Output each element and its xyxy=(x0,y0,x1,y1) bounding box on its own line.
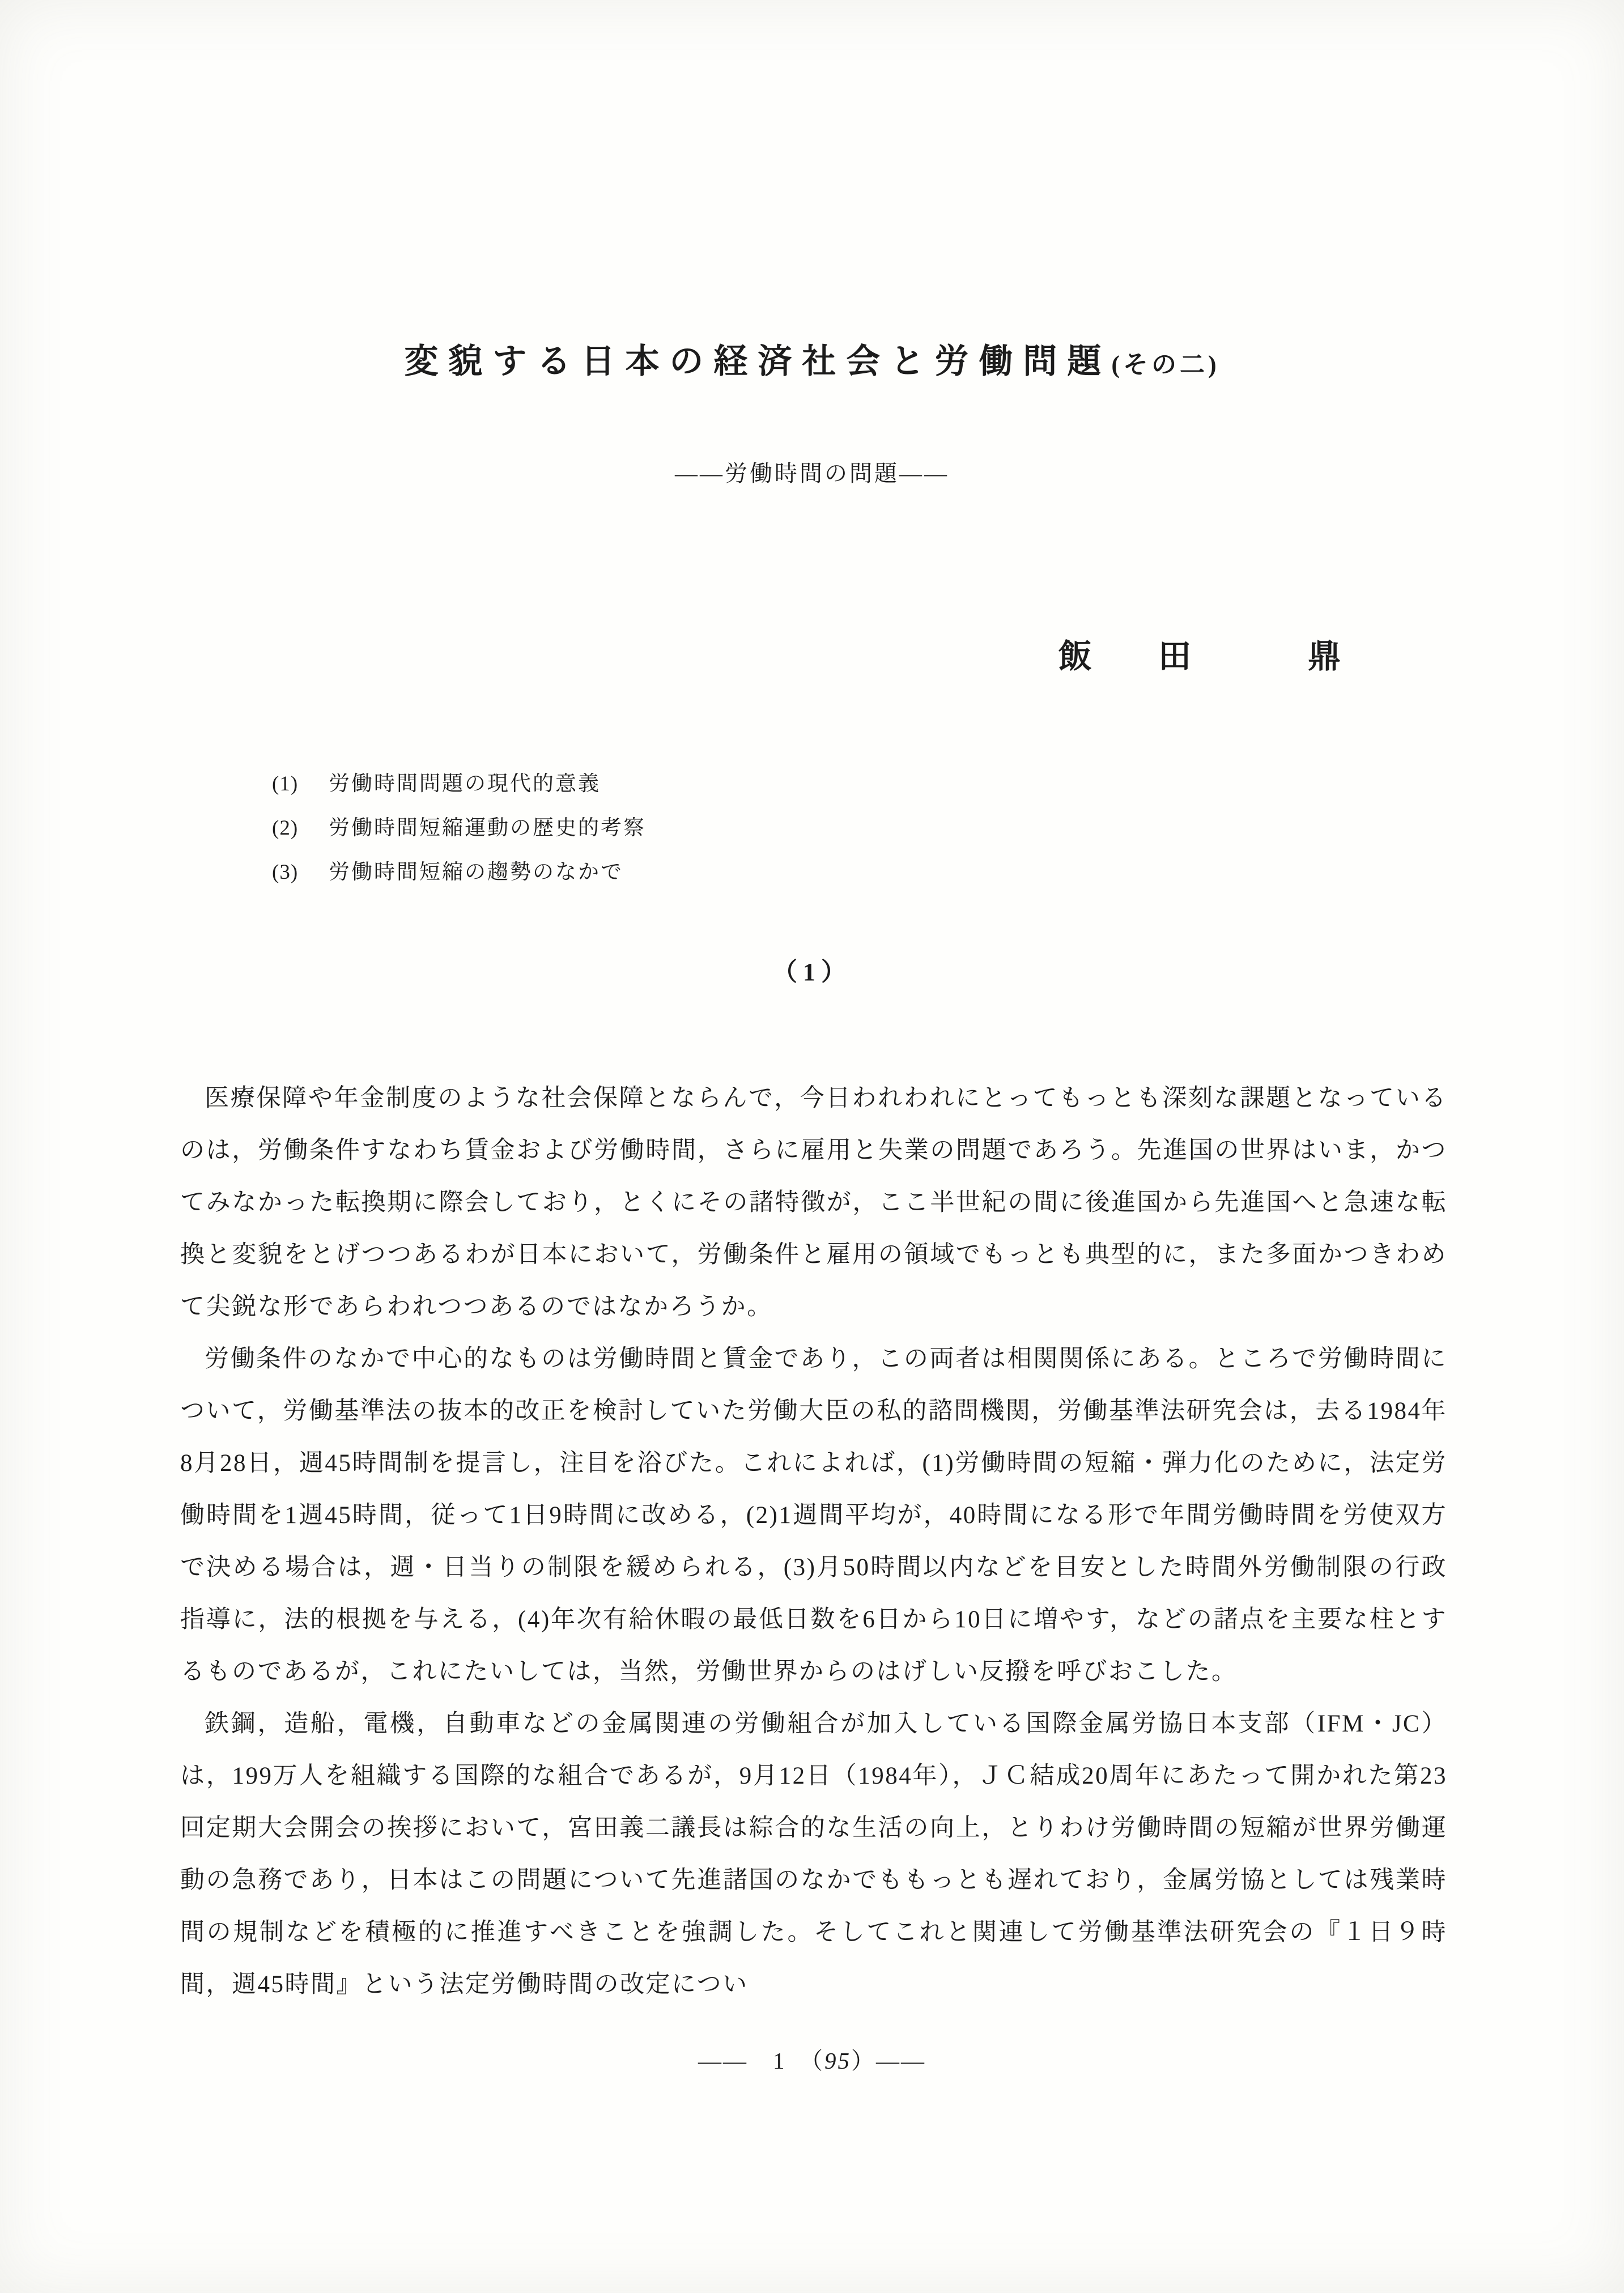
page-footer xyxy=(0,2042,1624,2075)
toc-item-label: 労働時間短縮運動の歴史的考察 xyxy=(329,816,646,840)
page-title-main: 変貌する日本の経済社会と労働問題 xyxy=(404,343,1112,380)
author-name: 飯 田 鼎 xyxy=(1058,638,1358,675)
document-body xyxy=(180,1073,1447,2011)
toc-item-number: (1) xyxy=(272,772,299,795)
toc-item-label: 労働時間短縮の趨勢のなかで xyxy=(329,861,623,884)
body-paragraph: 労働条件のなかで中心的なものは労働時間と賃金であり，この両者は相関関係にある。ところで労働時間について，労働基準法の抜本的改正を検討していた労働大臣の私的諮問機関，労働基準法研究会は，去る1984年8月28日，週45時間制を提言し，注目を浴びた。これによれば，(1)労働時間の短縮・弾力化のために，法定労働時間を1週45時間，従って1日9時間に改める，(2)1週間平均が，40時間になる形で年間労働時間を労使双方で決める場合は，週・日当りの制限を緩められる，(3)月50時間以内などを目安とした時間外労働制限の行政指導に，法的根拠を与える，(4)年次有給休暇の最低日数を6日から10日に増やす，などの諸点を主要な柱とするものであるが，これにたいしては，当然，労働世界からのはげしい反撥を呼びおこした。 xyxy=(180,1346,1447,1685)
footer-page-number: 95 xyxy=(824,2048,851,2074)
body-paragraph: 医療保障や年金制度のような社会保障とならんで，今日われわれにとってもっとも深刻な課題となっているのは，労働条件すなわち賃金および労働時間，さらに雇用と失業の問題であろう。先進国の世界はいま，かつてみなかった転換期に際会しており，とくにその諸特徴が，ここ半世紀の間に後進国から先進国へと急速な転換と変貌をとげつつあるわが日本において，労働条件と雇用の領域でもっとも典型的に，また多面かつきわめて尖鋭な形であらわれつつあるのではなかろうか。 xyxy=(180,1085,1447,1320)
section-heading: （1） xyxy=(772,958,852,986)
toc-item xyxy=(272,806,1624,850)
body-paragraph: 鉄鋼，造船，電機，自動車などの金属関連の労働組合が加入している国際金属労協日本支部（IFM・JC）は，199万人を組織する国際的な組合であるが，9月12日（1984年），ＪＣ結成20周年にあたって開かれた第23回定期大会開会の挨拶において，宮田義二議長は綜合的な生活の向上，とりわけ労働時間の短縮が世界労働運動の急務であり，日本はこの問題について先進諸国のなかでももっとも遅れており，金属労協としては残業時間の規制などを積極的に推進すべきことを強調した。そしてこれと関連して労働基準法研究会の『１日９時間，週45時間』という法定労働時間の改定につい xyxy=(180,1711,1447,1998)
toc-item xyxy=(272,762,1624,806)
footer-prefix: —— 1 （ xyxy=(698,2048,824,2074)
toc-item-label: 労働時間問題の現代的意義 xyxy=(329,772,601,795)
table-of-contents xyxy=(0,762,1624,895)
page-title xyxy=(0,0,1624,383)
toc-item-number: (3) xyxy=(272,861,299,884)
toc-item xyxy=(272,850,1624,895)
page-title-paren: (その二) xyxy=(1111,351,1220,378)
toc-item-number: (2) xyxy=(272,816,299,840)
page-subtitle: ——労働時間の問題—— xyxy=(675,461,949,486)
footer-suffix: ）—— xyxy=(851,2048,926,2074)
